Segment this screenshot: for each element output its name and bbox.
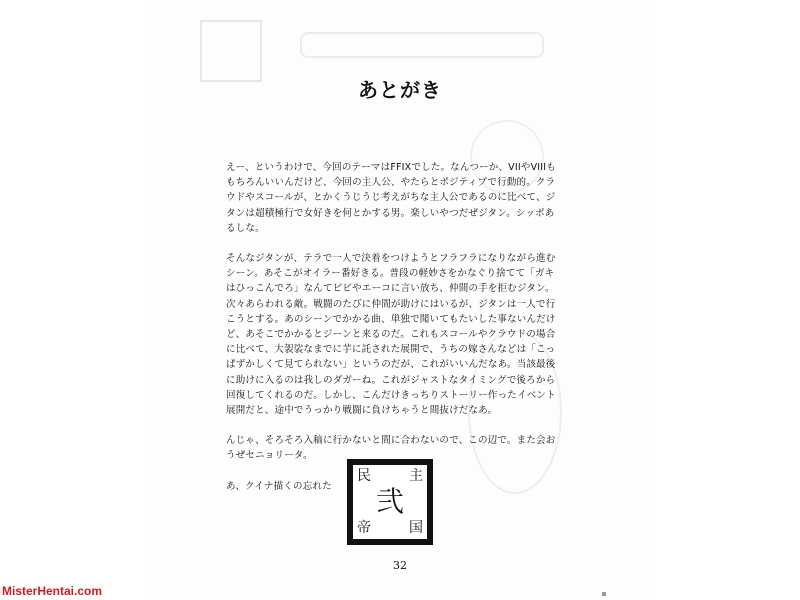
bleedthrough-heading [300, 32, 544, 58]
paragraph: あ、クイナ描くの忘れた [226, 480, 332, 492]
circle-seal-logo [347, 459, 433, 545]
bleedthrough-box [200, 20, 262, 82]
paragraph: んじゃ、そろそろ入稿に行かないと間に合わないので、この辺で。また会おうぜセニョリータ。 [226, 435, 556, 462]
seal-char: 国 [409, 520, 423, 536]
page-title: あとがき [358, 78, 442, 102]
paragraph: そんなジタンが、テラで一人で決着をつけようとフラフラになりながら進むシーン。あそこがオイラー番好きる。普段の軽妙さをかなぐり捨てて「ガキはひっこんでろ」なんてビビやエーコに言い放ち、仲間の手を拒むジタン。次々あらわれる敵。戦闘のたびに仲間が助けにはいるが、ジタンは一人で行こうとする。あのシーンでかかる曲、単独で聞いてもたいした事ないんだけど、あそこでかかるとジーンと来るのだ。これもスコールやクラウドの場合に比べて、大袈裟なまでに芋に託された展開で、うちの嫁さんなどは「こっぱずかしくて見てられない」というのだが、これがいいんだなあ。当該最後に助けに入るのは我しのダガーね。これがジャストなタイミングで後ろから回復してくれるのだ。しかし、こんだけきっちりストーリー作ったイベント展開だと、途中でうっかり戦闘に負けちゃうと間抜けだなあ。 [226, 253, 556, 417]
seal-char: 弐 [375, 485, 405, 518]
seal-char: 帝 [357, 520, 371, 536]
page-number: 32 [393, 559, 407, 572]
seal-face [353, 465, 427, 539]
scan-speck [602, 592, 606, 596]
seal-char: 民 [357, 468, 371, 484]
seal-char: 主 [409, 468, 423, 484]
site-watermark: MisterHentai.com [2, 584, 103, 598]
paragraph: えー、というわけで、今回のテーマはFFIXでした。なんつーか、VIIやVIIIももちろんいいんだけど、今回の主人公、やたらとポジティブで行動的。クラウドやスコールが、とかくうじうじ考えがちな主人公であるのに比べて、ジタンは超積極行で女好きを何とかする男。楽しいやつだぜジタン。シッポあるしな。 [226, 162, 556, 234]
afterword-body [226, 160, 556, 509]
